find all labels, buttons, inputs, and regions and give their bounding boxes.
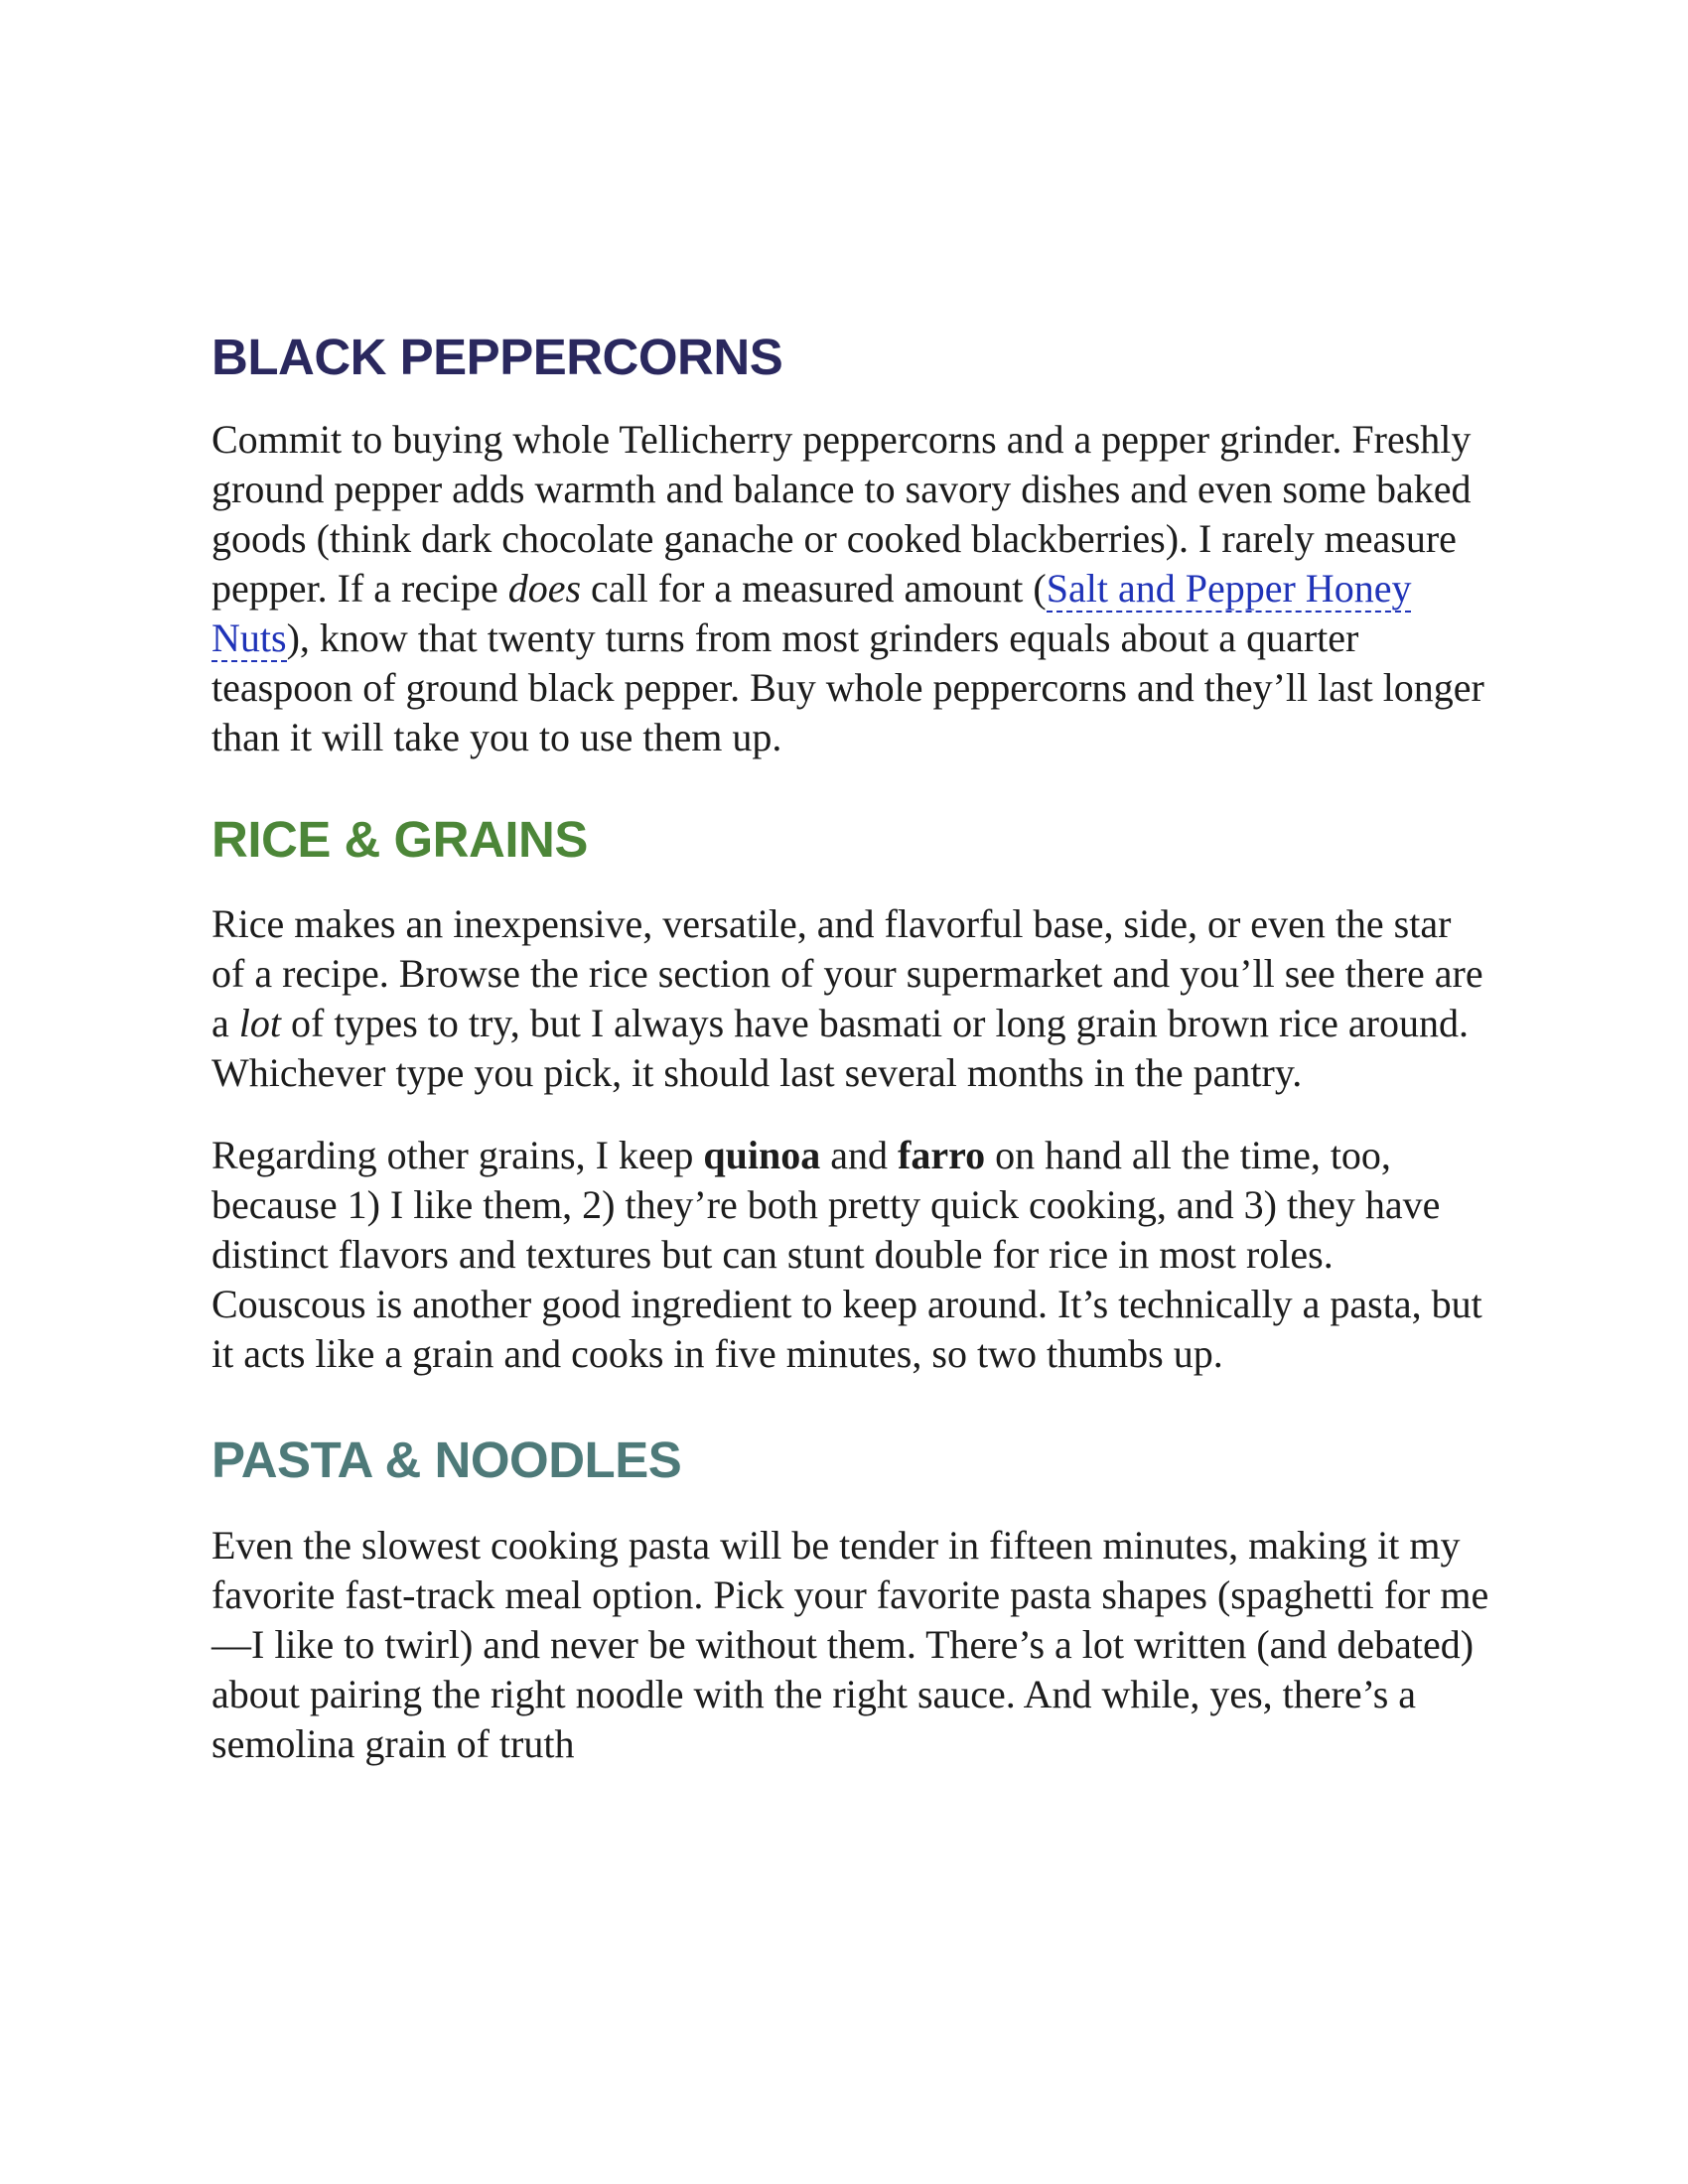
paragraph-text: ), know that twenty turns from most grinders equals about a quarter teaspoon of ground black pepper. Buy whole peppercorns and they’ll last longer than it will take you to use them up.: [211, 615, 1484, 759]
paragraph-text: Even the slowest cooking pasta will be tender in fifteen minutes, making it my favorite fast-track meal option. Pick your favorite pasta shapes (spaghetti for me—I like to twirl) and never be without them. There’s a lot written (and debated) about pairing the right noodle with the right sauce. And while, yes, there’s a semolina grain of truth: [211, 1523, 1489, 1766]
paragraph-text: Commit to buying whole Tellicherry peppercorns and a pepper grinder. Freshly ground pepper adds warmth and balance to savory dishes and even some baked goods (think dark chocolate ganache or cooked blackberries). I rarely measure pepper. If a recipe: [211, 417, 1472, 611]
paragraph-text: Regarding other grains, I keep: [211, 1133, 704, 1177]
paragraph-rice: [211, 899, 1492, 1098]
bold-text-quinoa: quinoa: [703, 1133, 821, 1177]
paragraph-other-grains: [211, 1131, 1492, 1379]
recipe-link-salt-and-pepper-honey-nuts[interactable]: Salt and Pepper Honey Nuts: [211, 566, 1412, 660]
document-page: [211, 328, 1492, 1769]
paragraph-text: call for a measured amount (: [581, 566, 1047, 611]
paragraph-pasta: [211, 1521, 1492, 1769]
section-heading-rice-grains: RICE & GRAINS: [211, 811, 588, 868]
paragraph-text: Rice makes an inexpensive, versatile, and flavorful base, side, or even the star of a recipe. Browse the rice section of your supermarket and you’ll see there are a: [211, 901, 1483, 1045]
bold-text-farro: farro: [898, 1133, 986, 1177]
section-heading-black-peppercorns: BLACK PEPPERCORNS: [211, 329, 783, 385]
emphasis-text: lot: [238, 1001, 281, 1045]
paragraph-text: and: [820, 1133, 899, 1177]
emphasis-text: does: [507, 566, 582, 611]
paragraph-text: of types to try, but I always have basmati or long grain brown rice around. Whichever type you pick, it should last several months in the pantry.: [211, 1001, 1469, 1095]
paragraph-text: on hand all the time, too, because 1) I like them, 2) they’re both pretty quick cooking, and 3) they have distinct flavors and textures but can stunt double for rice in most roles. Couscous is another good ingredient to keep around. It’s technically a pasta, but it acts like a grain and cooks in five minutes, so two thumbs up.: [211, 1133, 1482, 1376]
section-heading-pasta-noodles: PASTA & NOODLES: [211, 1432, 682, 1488]
paragraph-black-peppercorns: [211, 415, 1492, 762]
